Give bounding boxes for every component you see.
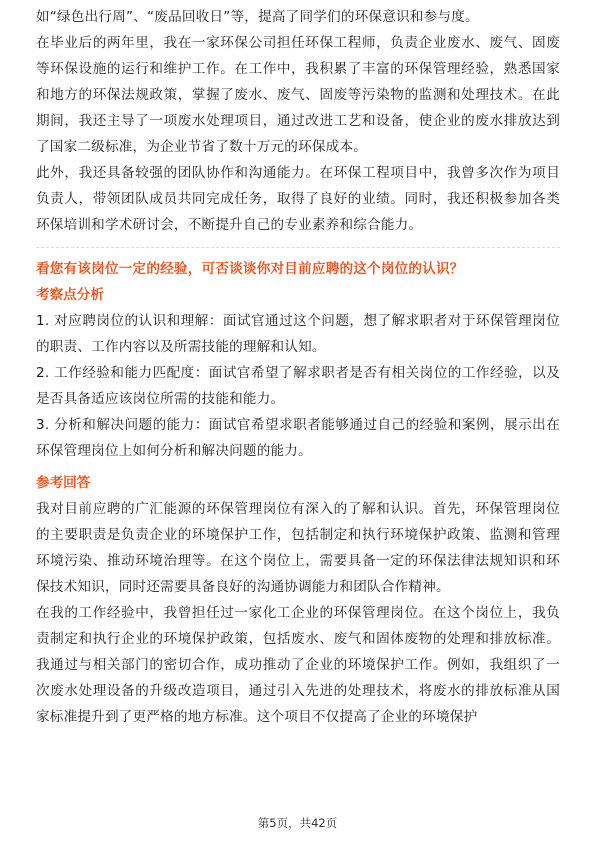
page-number-footer: 第5页，共42页 xyxy=(257,816,338,830)
section-divider xyxy=(36,247,560,248)
intro-paragraph-3: 此外，我还具备较强的团队协作和沟通能力。在环保工程项目中，我曾多次作为项目负责人，带领团队成员共同完成任务，取得了良好的业绩。同时，我还积极参加各类环保培训和学术研讨会，不断提升自己的专业素养和综合能力。 xyxy=(36,165,560,233)
analysis-item-3: 3. 分析和解决问题的能力：面试官希望求职者能够通过自己的经验和案例，展示出在环保管理岗位上如何分析和解决问题的能力。 xyxy=(36,417,560,459)
analysis-item-1: 1. 对应聘岗位的认识和理解：面试官通过这个问题，想了解求职者对于环保管理岗位的职责、工作内容以及所需技能的理解和认知。 xyxy=(36,313,560,355)
intro-paragraph-2: 在毕业后的两年里，我在一家环保公司担任环保工程师，负责企业废水、废气、固废等环保设施的运行和维护工作。在工作中，我积累了丰富的环保管理经验，熟悉国家和地方的环保法规政策，掌握了废水、废气、固废等污染物的监测和处理技术。在此期间，我还主导了一项废水处理项目，通过改进工艺和设备，使企业的废水排放达到了国家二级标准，为企业节省了数十万元的环保成本。 xyxy=(36,35,560,155)
answer-heading: 参考回答 xyxy=(36,475,91,491)
intro-paragraph-1: 如“绿色出行周”、“废品回收日”等，提高了同学们的环保意识和参与度。 xyxy=(36,9,479,25)
analysis-heading: 考察点分析 xyxy=(36,287,104,303)
analysis-item-2: 2. 工作经验和能力匹配度：面试官希望了解求职者是否有相关岗位的工作经验，以及是否具备适应该岗位所需的技能和能力。 xyxy=(36,365,560,407)
answer-paragraph-1: 我对目前应聘的广汇能源的环保管理岗位有深入的了解和认识。首先，环保管理岗位的主要职责是负责企业的环境保护工作，包括制定和执行环境保护政策、监测和管理环境污染、推动环境治理等。在这个岗位上，需要具备一定的环保法律法规知识和环保技术知识，同时还需要具备良好的沟通协调能力和团队合作精神。 xyxy=(36,501,560,595)
interview-question: 看您有该岗位一定的经验，可否谈谈你对目前应聘的这个岗位的认识？ xyxy=(36,261,464,277)
page-content xyxy=(36,4,560,730)
answer-paragraph-2: 在我的工作经验中，我曾担任过一家化工企业的环保管理岗位。在这个岗位上，我负责制定和执行企业的环境保护政策，包括废水、废气和固体废物的处理和排放标准。我通过与相关部门的密切合作，成功推动了企业的环境保护工作。例如，我组织了一次废水处理设备的升级改造项目，通过引入先进的处理技术，将废水的排放标准从国家标准提升到了更严格的地方标准。这个项目不仅提高了企业的环境保护 xyxy=(36,605,560,725)
